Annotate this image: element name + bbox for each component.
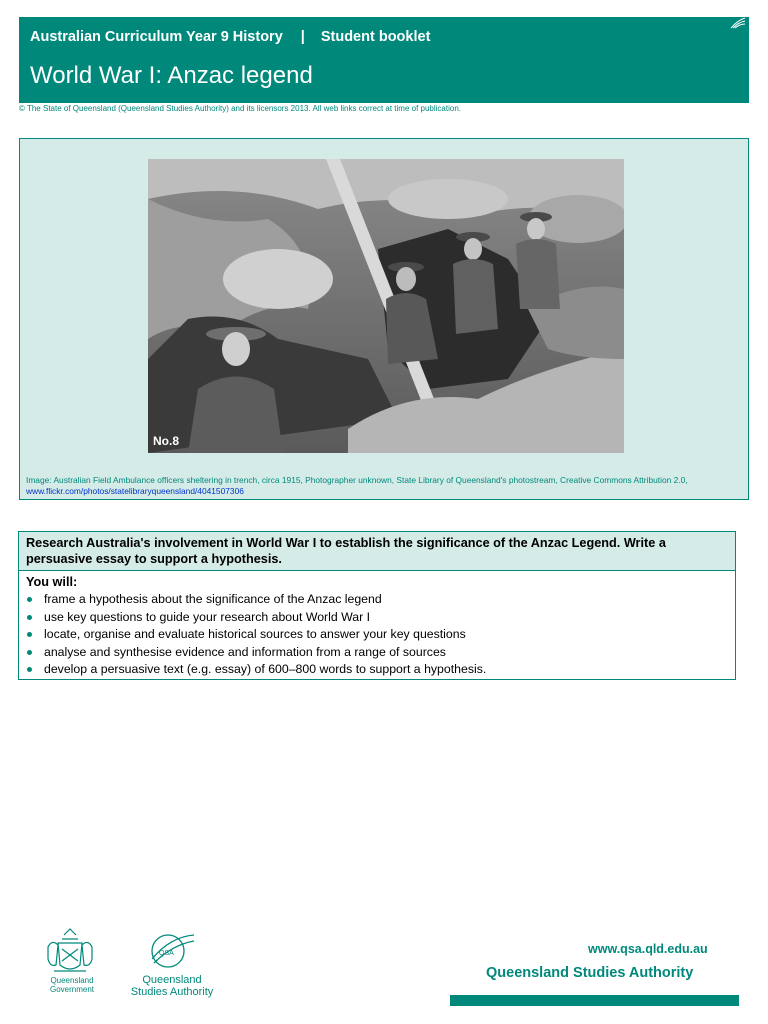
- header-banner: [19, 17, 749, 103]
- qsa-logo-label: Queensland Studies Authority: [130, 974, 214, 998]
- page-title: World War I: Anzac legend: [30, 62, 313, 89]
- you-will-heading: You will:: [26, 575, 78, 589]
- list-item-text: develop a persuasive text (e.g. essay) of 600–800 words to support a hypothesis.: [44, 662, 487, 676]
- footer-bar: [450, 995, 739, 1006]
- queensland-government-label: [50, 976, 94, 994]
- trench-photo-image: [148, 159, 624, 453]
- list-item: [26, 626, 728, 644]
- course-subtitle: [30, 29, 430, 45]
- copyright-notice: © The State of Queensland (Queensland Studies Authority) and its licensors 2013. All web links correct at time of publication.: [19, 104, 461, 113]
- footer-logos: [18, 925, 248, 1020]
- bullet-icon: [27, 615, 32, 620]
- caption-text: Image: Australian Field Ambulance officers sheltering in trench, circa 1915, Photographer unknown, State Library of Queensland's photostream, Creative Commons Attribution 2.0,: [26, 475, 688, 485]
- bullet-icon: [27, 667, 32, 672]
- list-item-text: use key questions to guide your research about World War I: [44, 609, 371, 624]
- trench-photo: [148, 159, 624, 453]
- footer-website-link[interactable]: www.qsa.qld.edu.au: [588, 942, 708, 956]
- list-item-text: locate, organise and evaluate historical sources to answer your key questions: [44, 627, 466, 641]
- task-intro: Research Australia's involvement in World War I to establish the significance of the Anzac Legend. Write a persuasive essay to support a hypothesis.: [19, 532, 735, 571]
- bullet-icon: [27, 597, 32, 602]
- footer-org-name: Queensland Studies Authority: [486, 965, 694, 981]
- list-item: [26, 644, 728, 662]
- list-item: [26, 591, 728, 609]
- task-list: [26, 591, 728, 679]
- qg-line1: Queensland: [50, 976, 94, 985]
- bullet-icon: [27, 650, 32, 655]
- booklet-type: Student booklet: [320, 29, 431, 45]
- caption-link[interactable]: www.flickr.com/photos/statelibraryqueensland/4041507306: [26, 485, 244, 496]
- list-item-text: analyse and synthesise evidence and information from a range of sources: [44, 644, 446, 659]
- bullet-icon: [27, 632, 32, 637]
- header-separator: |: [300, 29, 305, 45]
- course-name: Australian Curriculum Year 9 History: [30, 29, 283, 45]
- qg-line2: Government: [50, 985, 95, 994]
- list-item: [26, 609, 728, 627]
- list-item-text: frame a hypothesis about the significance of the Anzac legend: [44, 592, 382, 606]
- qsa-swoosh-icon: [730, 17, 746, 29]
- image-caption: [26, 475, 746, 496]
- svg-text:QSA: QSA: [159, 950, 174, 957]
- task-body: [19, 571, 735, 682]
- image-panel: [19, 138, 749, 500]
- list-item: [26, 661, 728, 679]
- qsa-logo-icon: [152, 935, 194, 967]
- photo-label: No.8: [153, 434, 180, 448]
- task-box: [18, 531, 736, 680]
- queensland-crest-icon: [48, 929, 92, 971]
